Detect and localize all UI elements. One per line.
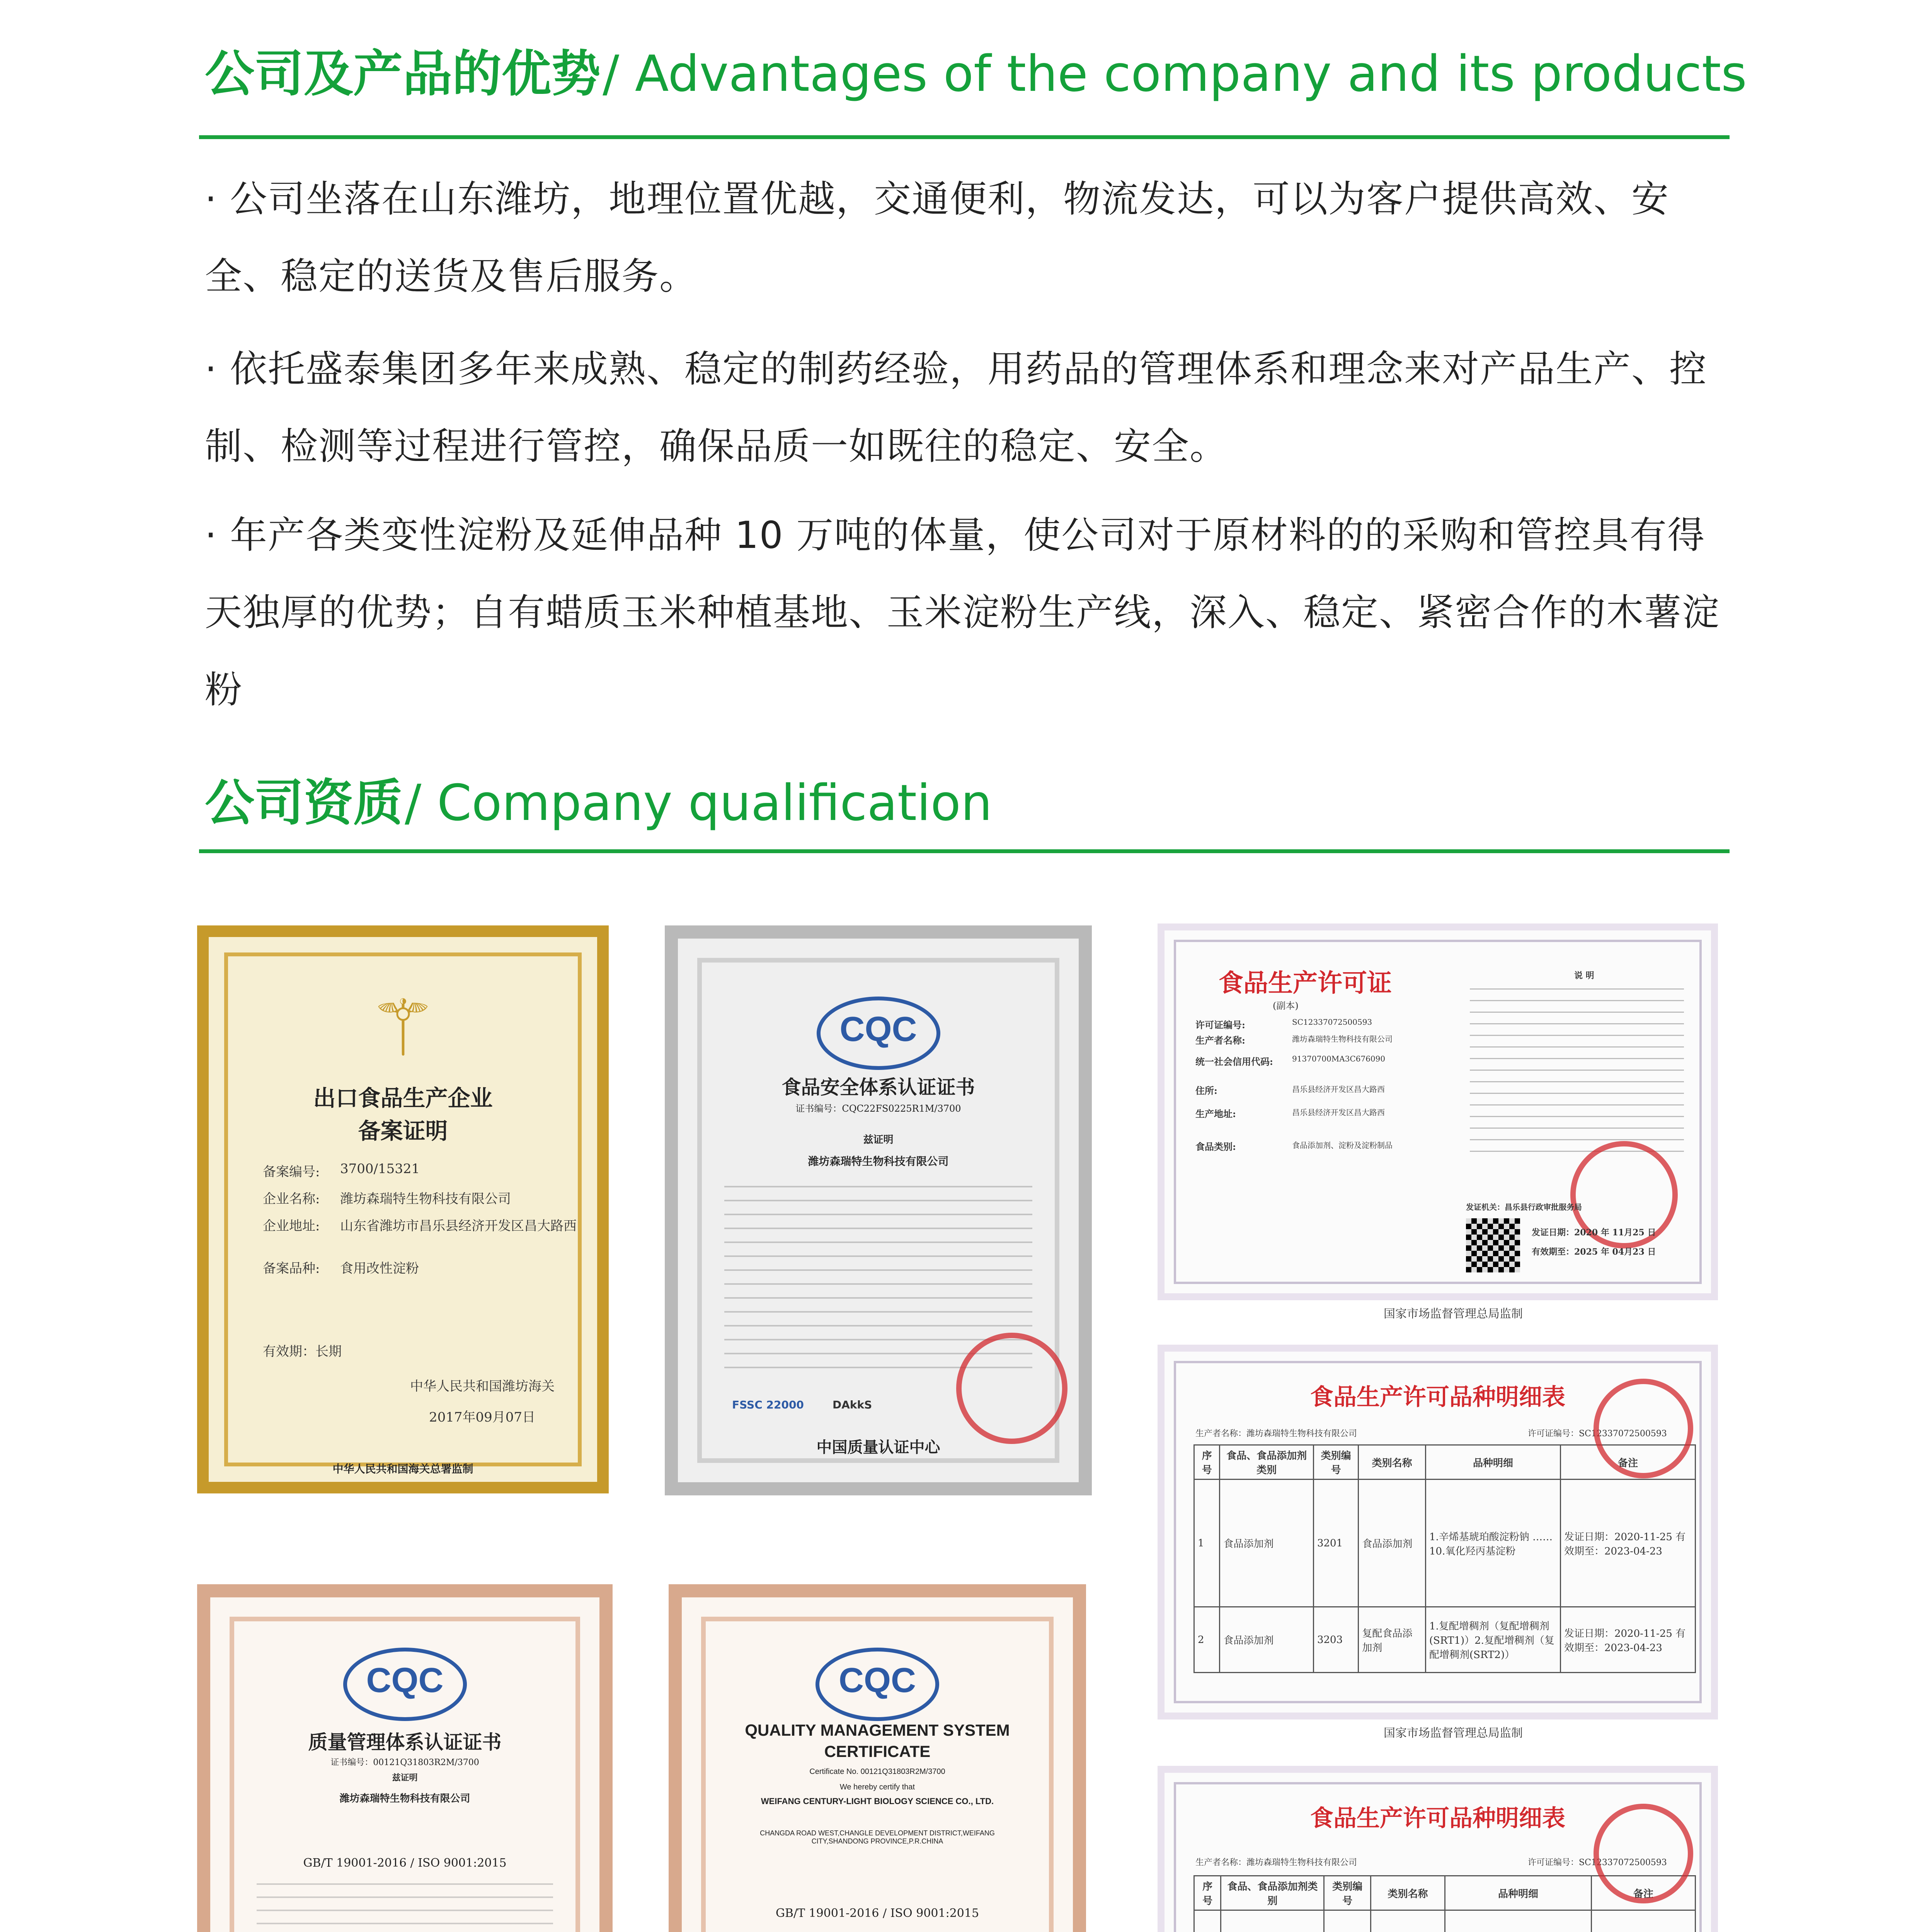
certificate-title: 质量管理体系认证证书 xyxy=(308,1731,502,1753)
fssc-mark: FSSC 22000 xyxy=(732,1398,804,1411)
certificate-address: CHANGDA ROAD WEST,CHANGLE DEVELOPMENT DISTRICT,WEIFANG CITY,SHANDONG PROVINCE,P.R.CHINA xyxy=(760,1829,995,1845)
advantage-paragraph: · 年产各类变性淀粉及延伸品种 10 万吨的体量，使公司对于原材料的的采购和管控具有得天独厚的优势；自有蜡质玉米种植基地、玉米淀粉生产线，深入、稳定、紧密合作的木薯淀粉 xyxy=(205,514,1720,711)
cert-date: 2017年09月07日 xyxy=(429,1410,535,1425)
cert-row-label: 备案品种: xyxy=(263,1261,320,1276)
certificate-certify: We hereby certify that xyxy=(839,1783,915,1791)
license-row-value: SC12337072500593 xyxy=(1292,1017,1372,1027)
table-cell: 3203 xyxy=(1313,1607,1358,1673)
cert-row-value: 山东省潍坊市昌乐县经济开发区昌大路西 xyxy=(340,1218,577,1234)
dakks-mark: DAkkS xyxy=(833,1398,872,1411)
table-header: 类别编号 xyxy=(1313,1445,1358,1480)
table-header: 食品、食品添加剂类别 xyxy=(1220,1445,1314,1480)
section-title-cn: 公司及产品的优势 xyxy=(205,45,601,103)
license-row-value: 食品添加剂、淀粉及淀粉制品 xyxy=(1292,1141,1393,1150)
table-header: 类别名称 xyxy=(1371,1876,1445,1910)
table-cell xyxy=(1324,1910,1371,1932)
list-producer: 生产者名称：潍坊森瑞特生物科技有限公司 xyxy=(1195,1858,1357,1867)
table-cell: 食品添加剂 xyxy=(1220,1480,1314,1607)
table-row xyxy=(1194,1910,1696,1932)
red-seal-icon xyxy=(1594,1804,1693,1903)
cqc-logo-icon: CQC xyxy=(343,1648,467,1721)
license-subtitle: (副本) xyxy=(1273,1000,1299,1011)
table-cell: 食品添加剂 xyxy=(1220,1607,1314,1673)
cert-row-value: 3700/15321 xyxy=(340,1161,420,1177)
customs-emblem-icon: ⚚ xyxy=(368,983,438,1073)
divider xyxy=(199,849,1730,853)
cert-row-label: 企业地址: xyxy=(263,1218,320,1234)
table-header: 序号 xyxy=(1194,1876,1221,1910)
section-title-qualification xyxy=(205,763,992,834)
section-title-advantages xyxy=(205,34,1747,105)
table-row xyxy=(1194,1607,1696,1673)
qr-code-icon xyxy=(1466,1218,1520,1272)
list-license-no: 许可证编号：SC12337072500593 xyxy=(1528,1858,1667,1867)
license-title: 食品生产许可证 xyxy=(1219,969,1392,998)
license-row-value: 91370700MA3C676090 xyxy=(1292,1054,1386,1063)
list-title: 食品生产许可品种明细表 xyxy=(1310,1805,1565,1832)
certificate-body-text xyxy=(257,1883,553,1932)
license-footer: 国家市场监督管理总局监制 xyxy=(1384,1307,1523,1321)
table-cell: 1 xyxy=(1194,1480,1220,1607)
license-row-label: 统一社会信用代码: xyxy=(1195,1056,1273,1067)
list-footer: 国家市场监督管理总局监制 xyxy=(1384,1726,1523,1740)
cert-row-label: 企业名称: xyxy=(263,1191,320,1207)
license-notes-title: 说 明 xyxy=(1574,971,1594,981)
table-cell: 1.复配增稠剂（复配增稠剂(SRT1)）2.复配增稠剂（复配增稠剂(SRT2)） xyxy=(1426,1607,1561,1673)
license-row-value: 潍坊森瑞特生物科技有限公司 xyxy=(1292,1034,1393,1044)
divider xyxy=(199,135,1730,139)
table-header: 品种明细 xyxy=(1426,1445,1561,1480)
cqc-logo-icon: CQC xyxy=(817,997,940,1070)
certificate-title: 食品安全体系认证证书 xyxy=(781,1076,975,1099)
quality-certificate-cn xyxy=(197,1584,613,1932)
certificate-standard: GB/T 19001-2016 / ISO 9001:2015 xyxy=(775,1906,979,1920)
certificate-number: 证书编号：CQC22FS0225R1M/3700 xyxy=(795,1103,961,1114)
license-row-label: 生产者名称: xyxy=(1195,1035,1245,1046)
list-producer: 生产者名称：潍坊森瑞特生物科技有限公司 xyxy=(1195,1429,1357,1439)
table-header: 食品、食品添加剂类别 xyxy=(1221,1876,1324,1910)
certificate-title-2: CERTIFICATE xyxy=(824,1742,931,1760)
license-row-value: 昌乐县经济开发区昌大路西 xyxy=(1292,1085,1385,1094)
certificate-serial: FS 0000776 xyxy=(736,1483,792,1494)
quality-certificate-en xyxy=(669,1584,1086,1932)
certificate-certify: 兹证明 xyxy=(863,1134,894,1146)
certificate-subtitle: 备案证明 xyxy=(358,1118,448,1144)
table-cell: 1.辛烯基琥珀酸淀粉钠 …… 10.氧化羟丙基淀粉 xyxy=(1426,1480,1561,1607)
table-header: 备注 xyxy=(1561,1445,1696,1480)
cert-footer: 中华人民共和国海关总署监制 xyxy=(332,1463,473,1475)
certificate-company: 潍坊森瑞特生物科技有限公司 xyxy=(339,1793,470,1804)
list-license-no: 许可证编号：SC12337072500593 xyxy=(1528,1429,1667,1439)
license-issuer: 发证机关：昌乐县行政审批服务局 xyxy=(1466,1202,1582,1212)
table-cell: 3201 xyxy=(1313,1480,1358,1607)
cert-row-value: 食用改性淀粉 xyxy=(340,1261,419,1276)
table-header: 类别编号 xyxy=(1324,1876,1371,1910)
certificate-company: WEIFANG CENTURY-LIGHT BIOLOGY SCIENCE CO., LTD. xyxy=(761,1796,994,1806)
license-row-value: 昌乐县经济开发区昌大路西 xyxy=(1292,1108,1385,1117)
advantage-paragraph: · 公司坐落在山东潍坊，地理位置优越，交通便利，物流发达，可以为客户提供高效、安全、稳定的送货及售后服务。 xyxy=(205,177,1670,298)
certificate-title: QUALITY MANAGEMENT SYSTEM xyxy=(745,1721,1010,1739)
license-issue-date: 发证日期：2020 年 11月25 日 xyxy=(1532,1228,1656,1238)
table-cell: 2 xyxy=(1194,1607,1220,1673)
section-title-cn: 公司资质 xyxy=(205,774,403,832)
table-cell xyxy=(1445,1910,1592,1932)
certificate-standard: GB/T 19001-2016 / ISO 9001:2015 xyxy=(303,1856,507,1870)
license-expiry-date: 有效期至：2025 年 04月23 日 xyxy=(1532,1247,1656,1257)
certificate-title: 出口食品生产企业 xyxy=(313,1085,493,1111)
table-header: 备注 xyxy=(1592,1876,1696,1910)
variety-table xyxy=(1193,1444,1696,1673)
certificate-number: Certificate No. 00121Q31803R2M/3700 xyxy=(809,1767,945,1776)
advantage-paragraph: · 依托盛泰集团多年来成熟、稳定的制药经验，用药品的管理体系和理念来对产品生产、控制、检测等过程进行管控，确保品质一如既往的稳定、安全。 xyxy=(205,347,1708,468)
license-row-label: 生产地址: xyxy=(1195,1108,1236,1119)
table-header: 类别名称 xyxy=(1359,1445,1426,1480)
cqc-logo-icon: CQC xyxy=(815,1648,939,1721)
cert-validity: 有效期：长期 xyxy=(263,1344,342,1359)
section-title-en: / Company qualification xyxy=(405,774,993,832)
food-production-license xyxy=(1158,923,1718,1300)
table-cell: 复配食品添加剂 xyxy=(1359,1607,1426,1673)
list-title: 食品生产许可品种明细表 xyxy=(1310,1384,1565,1411)
table-cell xyxy=(1221,1910,1324,1932)
cert-issuer: 中华人民共和国潍坊海关 xyxy=(410,1379,555,1394)
export-registration-certificate xyxy=(197,925,609,1493)
red-seal-icon xyxy=(1594,1379,1693,1478)
table-header: 品种明细 xyxy=(1445,1876,1592,1910)
table-cell xyxy=(1194,1910,1221,1932)
certificate-company: 潍坊森瑞特生物科技有限公司 xyxy=(808,1155,949,1168)
variety-list-certificate-1 xyxy=(1158,1345,1718,1719)
table-row xyxy=(1194,1480,1696,1607)
section-title-en: / Advantages of the company and its products xyxy=(603,45,1747,103)
table-header: 序号 xyxy=(1194,1445,1220,1480)
license-row-label: 食品类别: xyxy=(1195,1141,1236,1152)
cert-row-value: 潍坊森瑞特生物科技有限公司 xyxy=(340,1191,511,1207)
table-cell: 发证日期：2020-11-25 有效期至：2023-04-23 xyxy=(1561,1607,1696,1673)
variety-list-certificate-2 xyxy=(1158,1766,1718,1932)
table-cell xyxy=(1592,1910,1696,1932)
table-cell: 食品添加剂 xyxy=(1359,1480,1426,1607)
license-notes-text xyxy=(1470,988,1684,1155)
cert-row-label: 备案编号: xyxy=(263,1164,320,1180)
certificate-number: 证书编号：00121Q31803R2M/3700 xyxy=(330,1758,479,1767)
red-seal-icon xyxy=(956,1333,1067,1444)
table-cell xyxy=(1371,1910,1445,1932)
license-row-label: 许可证编号: xyxy=(1195,1019,1245,1031)
certificate-org: 中国质量认证中心 xyxy=(816,1438,940,1456)
food-safety-certificate xyxy=(665,925,1092,1495)
certificate-certify: 兹证明 xyxy=(392,1773,418,1783)
license-row-label: 住所: xyxy=(1195,1085,1217,1096)
table-cell: 发证日期：2020-11-25 有效期至：2023-04-23 xyxy=(1561,1480,1696,1607)
